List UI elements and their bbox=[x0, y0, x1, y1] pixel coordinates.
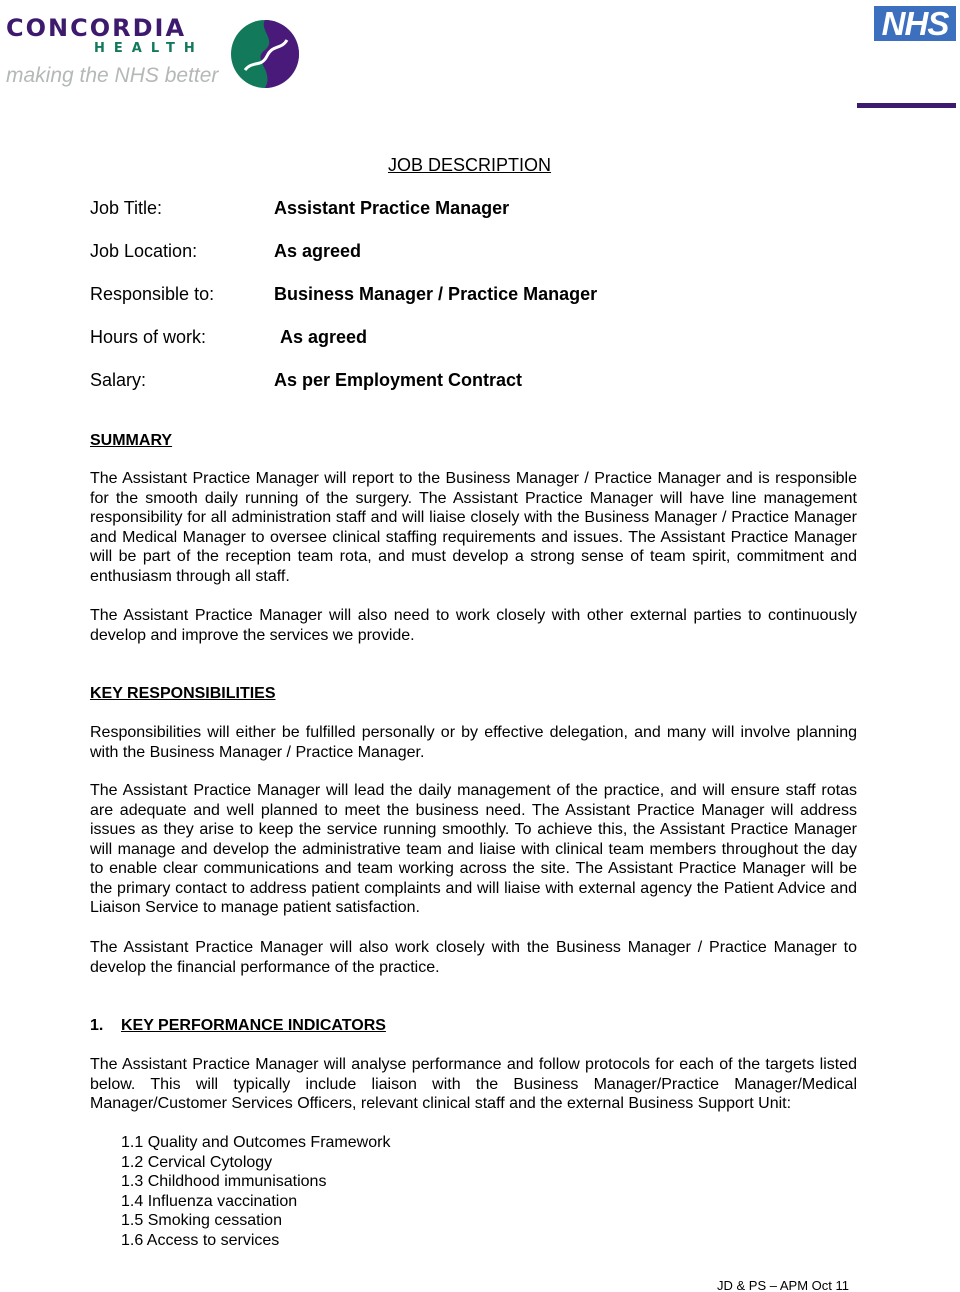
kpi-number: 1. bbox=[90, 1017, 104, 1034]
responsibilities-paragraph: Responsibilities will either be fulfilled personally or by effective delegation, and many will involve planning with the Business Manager / Practice Manager. bbox=[90, 724, 857, 761]
field-value: Assistant Practice Manager bbox=[274, 198, 510, 218]
nhs-logo: NHS bbox=[874, 6, 956, 41]
summary-paragraph: The Assistant Practice Manager will also need to work closely with other external parties to continuously develop and improve the services we provide. bbox=[90, 607, 857, 644]
field-label: Salary: bbox=[90, 370, 147, 390]
field-label: Hours of work: bbox=[90, 327, 207, 347]
field-label: Responsible to: bbox=[90, 284, 215, 304]
summary-paragraph: The Assistant Practice Manager will report to the Business Manager / Practice Manager and is responsible for the smooth daily running of the surgery. The Assistant Practice Manager will have line management responsibility for all administration staff and will liaise closely with the Business Manager / Practice Manager and Medical Manager to oversee clinical staffing requirements and issues. The Assistant Practice Manager will be part of the reception team rota, and must develop a strong sense of team spirit, commitment and enthusiasm through all staff. bbox=[90, 470, 857, 585]
field-label: Job Location: bbox=[90, 241, 198, 261]
kpi-heading: KEY PERFORMANCE INDICATORS bbox=[121, 1017, 386, 1034]
kpi-item: 1.5 Smoking cessation bbox=[121, 1212, 282, 1229]
kpi-intro: The Assistant Practice Manager will analyse performance and follow protocols for each of the targets listed below. This will typically include liaison with the Business Manager/Practice Manager/Medical Manager/Customer Services Officers, relevant clinical staff and the external Business Support Unit: bbox=[90, 1056, 857, 1112]
responsibilities-heading: KEY RESPONSIBILITIES bbox=[90, 685, 276, 702]
kpi-item: 1.6 Access to services bbox=[121, 1232, 280, 1249]
logo-tagline: making the NHS better bbox=[6, 64, 219, 87]
footer-reference: JD & PS – APM Oct 11 bbox=[717, 1278, 849, 1292]
field-value: As agreed bbox=[274, 241, 362, 261]
field-value: As per Employment Contract bbox=[274, 370, 523, 390]
field-value: Business Manager / Practice Manager bbox=[274, 284, 598, 304]
kpi-item: 1.3 Childhood immunisations bbox=[121, 1173, 327, 1190]
concordia-logo-text: CONCORDIA bbox=[6, 14, 187, 42]
field-value: As agreed bbox=[280, 327, 368, 347]
kpi-item: 1.2 Cervical Cytology bbox=[121, 1154, 273, 1171]
responsibilities-paragraph: The Assistant Practice Manager will lead the daily management of the practice, and will ensure staff rotas are adequate and well planned to meet the business need. The Assistant Practice Manager will address issues as they arise to keep the service running smoothly. To achieve this, the Assistant Practice Manager will manage and develop the administrative team and liaise with clinical team members throughout the day to enable clear communications and team working across the site. The Assistant Practice Manager will be the primary contact to address patient complaints and will liaise with external agency the Patient Advice and Liaison Service to manage patient satisfaction. bbox=[90, 782, 857, 916]
kpi-item: 1.4 Influenza vaccination bbox=[121, 1193, 298, 1210]
page-title: JOB DESCRIPTION bbox=[388, 155, 552, 175]
hands-logo-icon bbox=[231, 20, 299, 88]
concordia-logo-subtext: HEALTH bbox=[94, 41, 204, 56]
summary-heading: SUMMARY bbox=[90, 432, 173, 449]
kpi-item: 1.1 Quality and Outcomes Framework bbox=[121, 1134, 391, 1151]
header-rule bbox=[857, 103, 956, 108]
field-label: Job Title: bbox=[90, 198, 163, 218]
responsibilities-paragraph: The Assistant Practice Manager will also work closely with the Business Manager / Practice Manager to develop the financial performance of the practice. bbox=[90, 939, 857, 976]
